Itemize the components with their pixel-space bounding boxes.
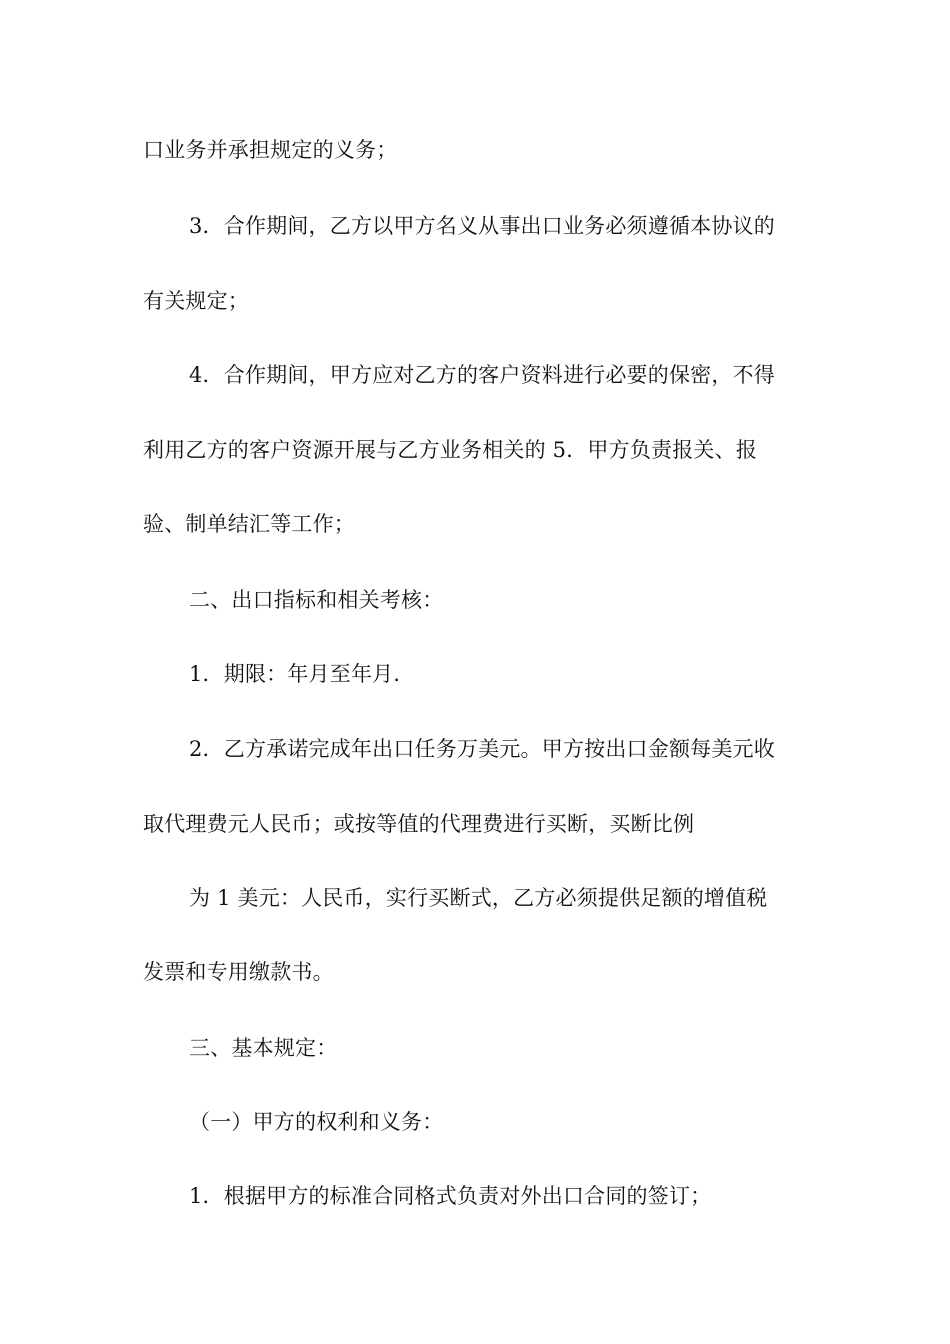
section-2-clause-1: 1．期限：年月至年月． xyxy=(189,662,415,686)
section-3-subheading-1: （一）甲方的权利和义务： xyxy=(189,1110,444,1134)
section-2-clause-2-line-4: 发票和专用缴款书。 xyxy=(143,960,334,984)
clause-4-line-2: 利用乙方的客户资源开展与乙方业务相关的 5．甲方负责报关、报 xyxy=(143,438,758,462)
clause-3-line-2: 有关规定； xyxy=(143,289,249,313)
clause-4-line-1: 4．合作期间，甲方应对乙方的客户资料进行必要的保密，不得 xyxy=(189,363,775,387)
section-2-clause-2-line-1: 2．乙方承诺完成年出口任务万美元。甲方按出口金额每美元收 xyxy=(189,737,775,761)
section-3-heading: 三、基本规定： xyxy=(189,1036,338,1060)
section-2-clause-2-line-2: 取代理费元人民币；或按等值的代理费进行买断，买断比例 xyxy=(143,812,695,836)
text-line-continuation: 口业务并承担规定的义务； xyxy=(143,138,398,162)
clause-5-line-2: 验、制单结汇等工作； xyxy=(143,512,355,536)
section-2-heading: 二、出口指标和相关考核： xyxy=(189,588,444,612)
clause-3-line-1: 3．合作期间，乙方以甲方名义从事出口业务必须遵循本协议的 xyxy=(189,214,775,238)
section-3-clause-1: 1．根据甲方的标准合同格式负责对外出口合同的签订； xyxy=(189,1184,712,1208)
section-2-clause-2-line-3: 为 1 美元：人民币，实行买断式，乙方必须提供足额的增值税 xyxy=(189,886,768,910)
